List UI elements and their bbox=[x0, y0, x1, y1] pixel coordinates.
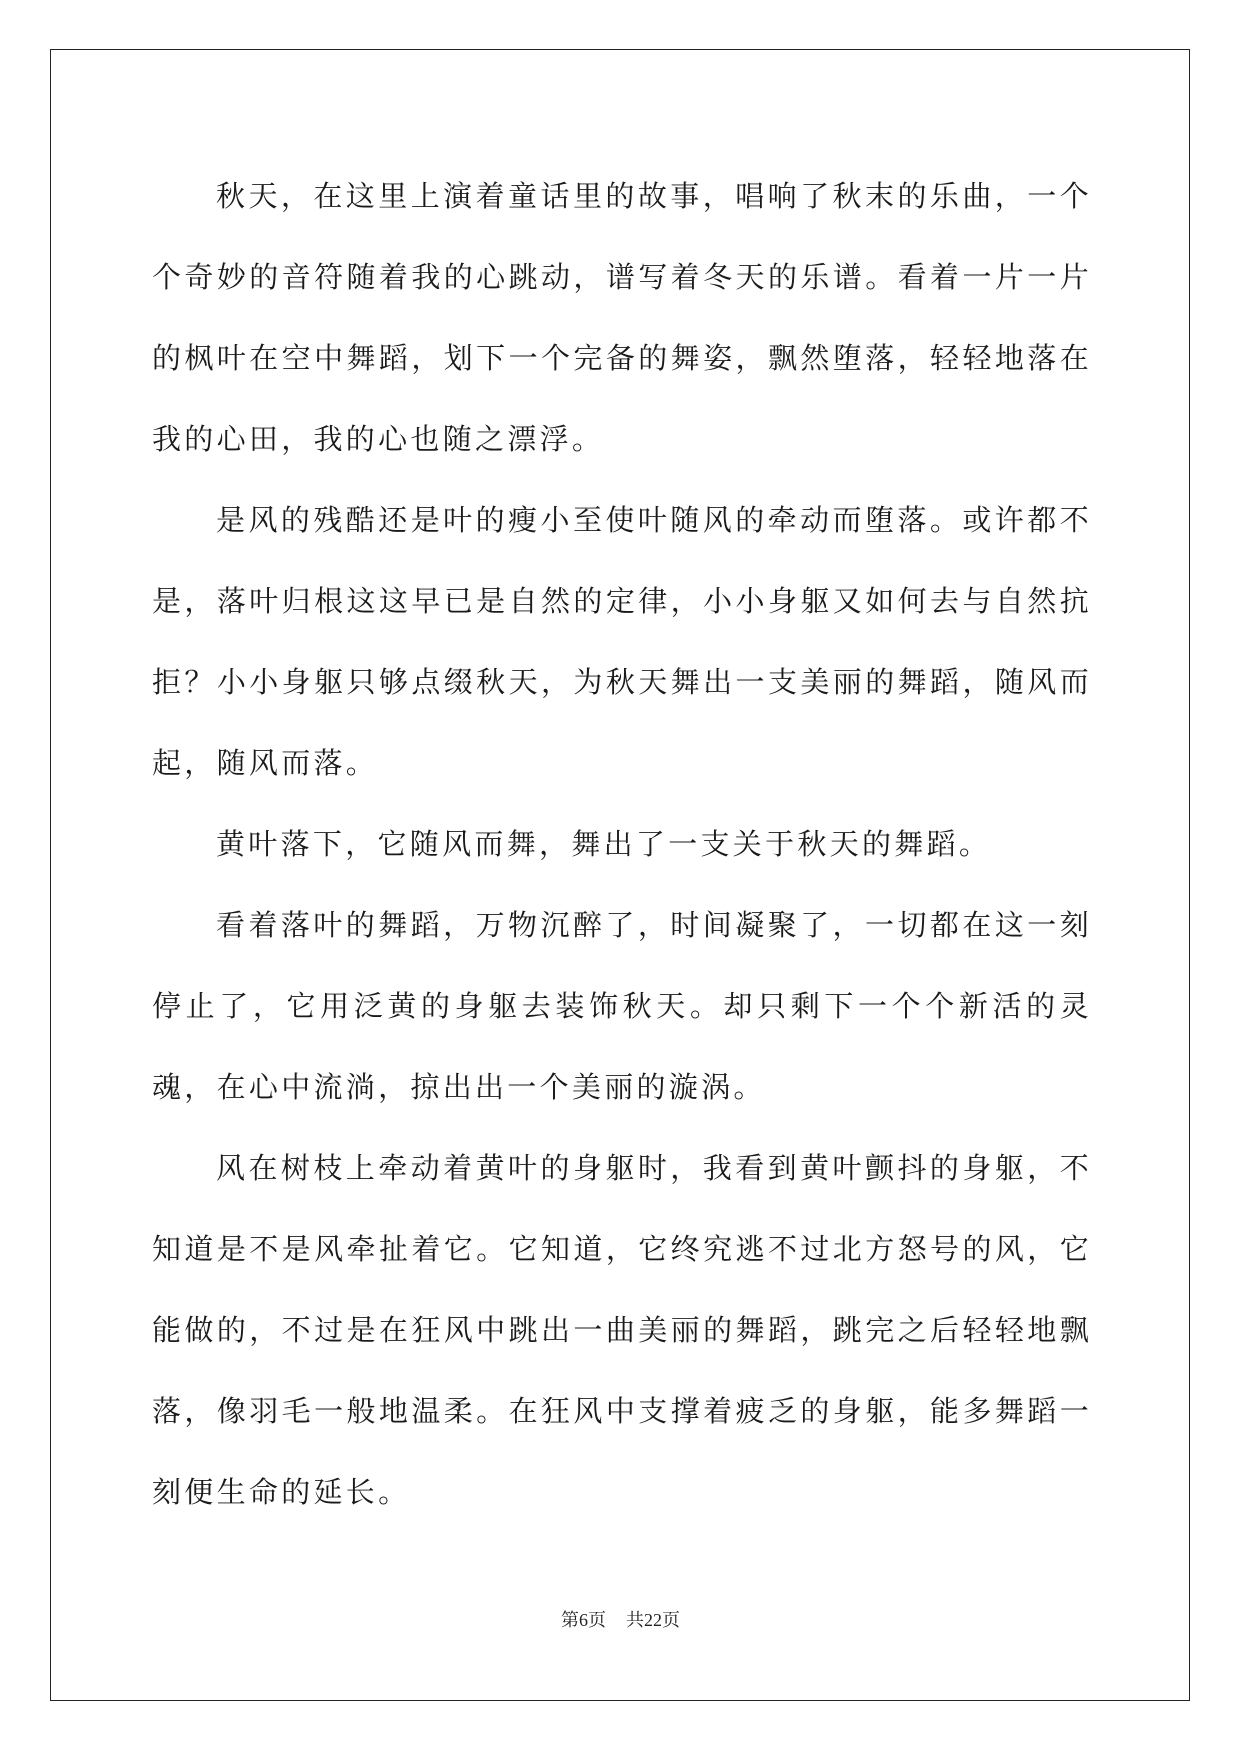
paragraph: 是风的残酷还是叶的瘦小至使叶随风的牵动而堕落。或许都不是，落叶归根这这早已是自然的定律，小小身躯又如何去与自然抗拒？小小身躯只够点缀秋天，为秋天舞出一支美丽的舞蹈，随风而起，随风而落。 bbox=[152, 503, 1092, 780]
current-page-number: 第6页 bbox=[561, 1610, 606, 1630]
paragraph: 秋天，在这里上演着童话里的故事，唱响了秋末的乐曲，一个个奇妙的音符随着我的心跳动，谱写着冬天的乐谱。看着一片一片的枫叶在空中舞蹈，划下一个完备的舞姿，飘然堕落，轻轻地落在我的心田，我的心也随之漂浮。 bbox=[152, 179, 1092, 456]
page-footer bbox=[0, 1608, 1241, 1632]
paragraph: 风在树枝上牵动着黄叶的身躯时，我看到黄叶颤抖的身躯，不知道是不是风牵扯着它。它知道，它终究逃不过北方怒号的风，它能做的，不过是在狂风中跳出一曲美丽的舞蹈，跳完之后轻轻地飘落，像羽毛一般地温柔。在狂风中支撑着疲乏的身躯，能多舞蹈一刻便生命的延长。 bbox=[152, 1151, 1092, 1509]
document-body bbox=[152, 156, 1092, 1533]
total-page-count: 共22页 bbox=[626, 1610, 680, 1630]
paragraph: 黄叶落下，它随风而舞，舞出了一支关于秋天的舞蹈。 bbox=[216, 827, 992, 861]
paragraph: 看着落叶的舞蹈，万物沉醉了，时间凝聚了，一切都在这一刻停止了，它用泛黄的身躯去装饰秋天。却只剩下一个个新活的灵魂，在心中流淌，掠出出一个美丽的漩涡。 bbox=[152, 908, 1092, 1104]
